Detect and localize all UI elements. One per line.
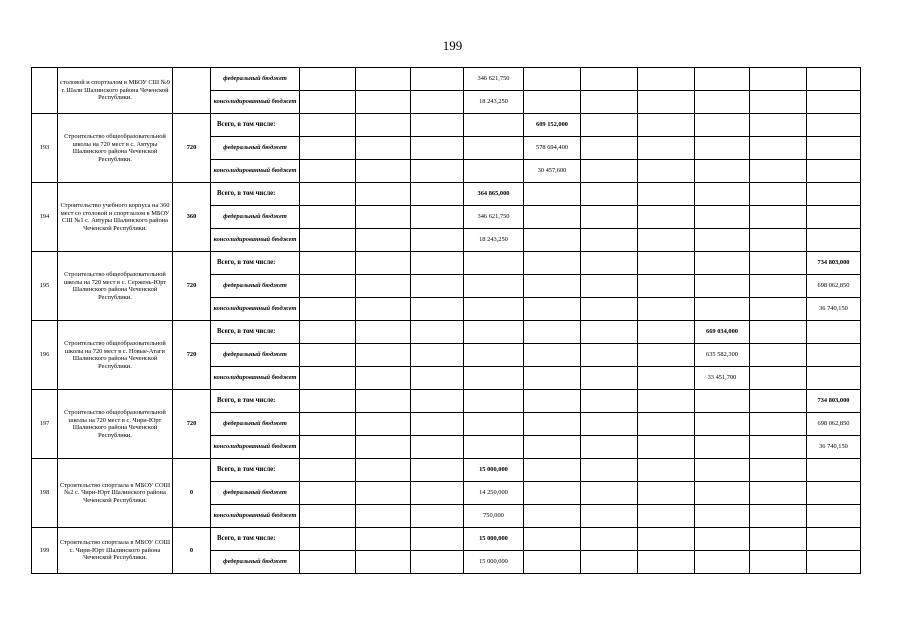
amount-cell: 635 582,300: [695, 344, 750, 367]
empty-cell: [464, 436, 524, 459]
empty-cell: [524, 344, 581, 367]
amount-cell: 346 621,750: [464, 206, 524, 229]
amount-cell: 669 034,000: [695, 321, 750, 344]
amount-cell: 578 694,400: [524, 137, 581, 160]
empty-cell: [581, 367, 638, 390]
table-row: [32, 68, 861, 91]
empty-cell: [411, 482, 464, 505]
empty-cell: [300, 390, 356, 413]
empty-cell: [411, 413, 464, 436]
capacity-cell: 360: [173, 183, 211, 252]
budget-type-cell: консолидированный бюджет: [211, 367, 300, 390]
empty-cell: [524, 275, 581, 298]
empty-cell: [300, 114, 356, 137]
empty-cell: [750, 137, 807, 160]
empty-cell: [581, 275, 638, 298]
empty-cell: [300, 275, 356, 298]
empty-cell: [695, 252, 750, 275]
empty-cell: [411, 252, 464, 275]
empty-cell: [524, 229, 581, 252]
empty-cell: [411, 137, 464, 160]
empty-cell: [411, 344, 464, 367]
project-name-cell: Строительство спортзала в МБОУ СОШ с. Чири-Юрт Шалинского района Чеченской Республики.: [58, 528, 173, 574]
amount-cell: 346 621,750: [464, 68, 524, 91]
empty-cell: [750, 321, 807, 344]
budget-type-cell: Всего, в том числе:: [211, 321, 300, 344]
budget-type-cell: федеральный бюджет: [211, 482, 300, 505]
empty-cell: [464, 344, 524, 367]
empty-cell: [581, 528, 638, 551]
empty-cell: [411, 551, 464, 574]
empty-cell: [750, 528, 807, 551]
table-row: [32, 459, 861, 482]
row-number-cell: [32, 68, 58, 114]
empty-cell: [524, 321, 581, 344]
empty-cell: [807, 183, 861, 206]
budget-type-cell: консолидированный бюджет: [211, 229, 300, 252]
empty-cell: [638, 321, 695, 344]
empty-cell: [464, 298, 524, 321]
empty-cell: [411, 206, 464, 229]
row-number-cell: 193: [32, 114, 58, 183]
table-row: [32, 321, 861, 344]
budget-type-cell: федеральный бюджет: [211, 551, 300, 574]
empty-cell: [300, 298, 356, 321]
empty-cell: [464, 321, 524, 344]
empty-cell: [411, 367, 464, 390]
empty-cell: [581, 344, 638, 367]
empty-cell: [524, 459, 581, 482]
empty-cell: [411, 528, 464, 551]
empty-cell: [411, 275, 464, 298]
empty-cell: [524, 413, 581, 436]
empty-cell: [638, 390, 695, 413]
amount-cell: 18 243,250: [464, 91, 524, 114]
budget-type-cell: федеральный бюджет: [211, 137, 300, 160]
capacity-cell: 0: [173, 459, 211, 528]
capacity-cell: 720: [173, 390, 211, 459]
empty-cell: [695, 229, 750, 252]
empty-cell: [300, 321, 356, 344]
empty-cell: [524, 505, 581, 528]
project-name-cell: столовой и спортзалом в МБОУ СШ №9 г. Шали Шалинского района Чеченской Республики.: [58, 68, 173, 114]
budget-type-cell: консолидированный бюджет: [211, 160, 300, 183]
budget-type-cell: Всего, в том числе:: [211, 114, 300, 137]
empty-cell: [581, 436, 638, 459]
empty-cell: [300, 91, 356, 114]
empty-cell: [356, 252, 411, 275]
empty-cell: [638, 183, 695, 206]
empty-cell: [524, 551, 581, 574]
empty-cell: [638, 252, 695, 275]
empty-cell: [524, 528, 581, 551]
page-number: 199: [442, 38, 463, 53]
empty-cell: [581, 229, 638, 252]
amount-cell: 750,000: [464, 505, 524, 528]
empty-cell: [807, 114, 861, 137]
empty-cell: [638, 413, 695, 436]
empty-cell: [524, 436, 581, 459]
empty-cell: [581, 183, 638, 206]
empty-cell: [638, 528, 695, 551]
empty-cell: [695, 390, 750, 413]
empty-cell: [750, 413, 807, 436]
empty-cell: [750, 298, 807, 321]
empty-cell: [750, 114, 807, 137]
budget-type-cell: федеральный бюджет: [211, 413, 300, 436]
empty-cell: [356, 528, 411, 551]
empty-cell: [356, 551, 411, 574]
empty-cell: [807, 482, 861, 505]
empty-cell: [750, 390, 807, 413]
empty-cell: [300, 482, 356, 505]
amount-cell: 15 000,000: [464, 459, 524, 482]
empty-cell: [750, 482, 807, 505]
empty-cell: [638, 229, 695, 252]
empty-cell: [581, 505, 638, 528]
empty-cell: [695, 183, 750, 206]
empty-cell: [300, 436, 356, 459]
empty-cell: [464, 390, 524, 413]
empty-cell: [300, 160, 356, 183]
empty-cell: [356, 183, 411, 206]
empty-cell: [524, 298, 581, 321]
empty-cell: [524, 91, 581, 114]
empty-cell: [807, 137, 861, 160]
empty-cell: [300, 229, 356, 252]
empty-cell: [411, 183, 464, 206]
empty-cell: [356, 436, 411, 459]
empty-cell: [581, 252, 638, 275]
empty-cell: [581, 137, 638, 160]
budget-type-cell: федеральный бюджет: [211, 68, 300, 91]
empty-cell: [695, 275, 750, 298]
amount-cell: 734 803,000: [807, 390, 861, 413]
empty-cell: [300, 505, 356, 528]
amount-cell: 36 740,150: [807, 436, 861, 459]
empty-cell: [638, 114, 695, 137]
empty-cell: [581, 91, 638, 114]
empty-cell: [750, 344, 807, 367]
empty-cell: [300, 551, 356, 574]
empty-cell: [581, 551, 638, 574]
amount-cell: 14 250,000: [464, 482, 524, 505]
capacity-cell: [173, 68, 211, 114]
empty-cell: [464, 114, 524, 137]
empty-cell: [464, 137, 524, 160]
table-row: [32, 183, 861, 206]
empty-cell: [464, 367, 524, 390]
empty-cell: [411, 68, 464, 91]
empty-cell: [638, 459, 695, 482]
empty-cell: [581, 298, 638, 321]
empty-cell: [411, 91, 464, 114]
empty-cell: [695, 68, 750, 91]
empty-cell: [356, 367, 411, 390]
empty-cell: [581, 68, 638, 91]
empty-cell: [750, 206, 807, 229]
empty-cell: [356, 298, 411, 321]
empty-cell: [750, 91, 807, 114]
empty-cell: [638, 160, 695, 183]
empty-cell: [581, 160, 638, 183]
empty-cell: [356, 91, 411, 114]
budget-type-cell: консолидированный бюджет: [211, 91, 300, 114]
empty-cell: [524, 390, 581, 413]
empty-cell: [411, 459, 464, 482]
budget-type-cell: федеральный бюджет: [211, 344, 300, 367]
empty-cell: [750, 68, 807, 91]
amount-cell: 15 000,000: [464, 528, 524, 551]
empty-cell: [581, 482, 638, 505]
empty-cell: [695, 298, 750, 321]
empty-cell: [750, 252, 807, 275]
empty-cell: [750, 183, 807, 206]
empty-cell: [807, 68, 861, 91]
empty-cell: [356, 229, 411, 252]
empty-cell: [300, 183, 356, 206]
empty-cell: [638, 436, 695, 459]
row-number-cell: 199: [32, 528, 58, 574]
empty-cell: [300, 68, 356, 91]
project-name-cell: Строительство общеобразовательной школы на 720 мест в с. Чири-Юрт Шалинского района Чеченской Республики.: [58, 390, 173, 459]
empty-cell: [411, 436, 464, 459]
empty-cell: [807, 528, 861, 551]
amount-cell: 30 457,600: [524, 160, 581, 183]
amount-cell: 33 451,700: [695, 367, 750, 390]
capacity-cell: 720: [173, 252, 211, 321]
capacity-cell: 0: [173, 528, 211, 574]
empty-cell: [638, 206, 695, 229]
empty-cell: [356, 413, 411, 436]
empty-cell: [807, 229, 861, 252]
budget-type-cell: Всего, в том числе:: [211, 459, 300, 482]
budget-type-cell: Всего, в том числе:: [211, 183, 300, 206]
amount-cell: 698 062,850: [807, 413, 861, 436]
empty-cell: [695, 528, 750, 551]
empty-cell: [581, 321, 638, 344]
empty-cell: [638, 298, 695, 321]
budget-type-cell: федеральный бюджет: [211, 206, 300, 229]
empty-cell: [524, 183, 581, 206]
empty-cell: [581, 114, 638, 137]
empty-cell: [464, 160, 524, 183]
empty-cell: [807, 91, 861, 114]
empty-cell: [300, 252, 356, 275]
budget-type-cell: консолидированный бюджет: [211, 505, 300, 528]
empty-cell: [356, 114, 411, 137]
table-body: [32, 68, 861, 574]
empty-cell: [750, 229, 807, 252]
empty-cell: [524, 252, 581, 275]
budget-type-cell: Всего, в том числе:: [211, 252, 300, 275]
row-number-cell: 197: [32, 390, 58, 459]
empty-cell: [411, 114, 464, 137]
empty-cell: [638, 505, 695, 528]
empty-cell: [356, 344, 411, 367]
empty-cell: [807, 206, 861, 229]
empty-cell: [300, 206, 356, 229]
empty-cell: [356, 482, 411, 505]
project-name-cell: Строительство общеобразовательной школы на 720 мест в с. Новые-Атаги Шалинского района Чеченской Республики.: [58, 321, 173, 390]
table-row: [32, 252, 861, 275]
budget-type-cell: Всего, в том числе:: [211, 528, 300, 551]
project-name-cell: Строительство спортзала в МБОУ СОШ №2 с. Чири-Юрт Шалинского района Чеченской Республики.: [58, 459, 173, 528]
empty-cell: [638, 137, 695, 160]
empty-cell: [695, 91, 750, 114]
row-number-cell: 198: [32, 459, 58, 528]
amount-cell: 609 152,000: [524, 114, 581, 137]
empty-cell: [807, 367, 861, 390]
empty-cell: [750, 275, 807, 298]
empty-cell: [807, 551, 861, 574]
budget-type-cell: Всего, в том числе:: [211, 390, 300, 413]
empty-cell: [356, 390, 411, 413]
empty-cell: [411, 160, 464, 183]
amount-cell: 18 243,250: [464, 229, 524, 252]
empty-cell: [581, 206, 638, 229]
empty-cell: [807, 505, 861, 528]
empty-cell: [750, 551, 807, 574]
empty-cell: [695, 114, 750, 137]
empty-cell: [581, 390, 638, 413]
empty-cell: [638, 91, 695, 114]
empty-cell: [300, 367, 356, 390]
empty-cell: [356, 505, 411, 528]
empty-cell: [581, 459, 638, 482]
empty-cell: [581, 413, 638, 436]
amount-cell: 36 740,150: [807, 298, 861, 321]
empty-cell: [524, 482, 581, 505]
project-name-cell: Строительство общеобразовательной школы на 720 мест в с. Автуры Шалинского района Чеченской Республики.: [58, 114, 173, 183]
empty-cell: [750, 505, 807, 528]
empty-cell: [300, 413, 356, 436]
empty-cell: [695, 482, 750, 505]
empty-cell: [807, 160, 861, 183]
table-row: [32, 114, 861, 137]
amount-cell: 698 062,850: [807, 275, 861, 298]
empty-cell: [356, 160, 411, 183]
empty-cell: [464, 252, 524, 275]
row-number-cell: 196: [32, 321, 58, 390]
empty-cell: [695, 551, 750, 574]
empty-cell: [638, 482, 695, 505]
empty-cell: [750, 459, 807, 482]
budget-type-cell: консолидированный бюджет: [211, 436, 300, 459]
empty-cell: [356, 459, 411, 482]
empty-cell: [807, 344, 861, 367]
empty-cell: [695, 413, 750, 436]
amount-cell: 734 803,000: [807, 252, 861, 275]
budget-type-cell: консолидированный бюджет: [211, 298, 300, 321]
empty-cell: [524, 206, 581, 229]
empty-cell: [695, 160, 750, 183]
capacity-cell: 720: [173, 321, 211, 390]
row-number-cell: 194: [32, 183, 58, 252]
empty-cell: [750, 367, 807, 390]
budget-type-cell: федеральный бюджет: [211, 275, 300, 298]
empty-cell: [356, 68, 411, 91]
empty-cell: [695, 206, 750, 229]
empty-cell: [638, 275, 695, 298]
empty-cell: [464, 275, 524, 298]
empty-cell: [638, 344, 695, 367]
empty-cell: [356, 321, 411, 344]
budget-table: [31, 67, 861, 574]
empty-cell: [411, 390, 464, 413]
empty-cell: [411, 298, 464, 321]
empty-cell: [464, 413, 524, 436]
table-row: [32, 390, 861, 413]
capacity-cell: 720: [173, 114, 211, 183]
row-number-cell: 195: [32, 252, 58, 321]
empty-cell: [524, 68, 581, 91]
empty-cell: [638, 367, 695, 390]
empty-cell: [411, 321, 464, 344]
empty-cell: [356, 137, 411, 160]
table-row: [32, 528, 861, 551]
empty-cell: [695, 137, 750, 160]
empty-cell: [300, 344, 356, 367]
empty-cell: [695, 459, 750, 482]
empty-cell: [807, 321, 861, 344]
amount-cell: 364 865,000: [464, 183, 524, 206]
empty-cell: [300, 459, 356, 482]
empty-cell: [411, 505, 464, 528]
empty-cell: [300, 137, 356, 160]
project-name-cell: Строительство общеобразовательной школы на 720 мест в с. Сержень-Юрт Шалинского района Чеченской Республики.: [58, 252, 173, 321]
empty-cell: [750, 436, 807, 459]
empty-cell: [638, 68, 695, 91]
empty-cell: [638, 551, 695, 574]
amount-cell: 15 000,000: [464, 551, 524, 574]
empty-cell: [300, 528, 356, 551]
empty-cell: [411, 229, 464, 252]
empty-cell: [356, 206, 411, 229]
empty-cell: [695, 505, 750, 528]
empty-cell: [750, 160, 807, 183]
project-name-cell: Строительство учебного корпуса на 360 мест со столовой и спортзалом в МБОУ СШ №1 с. Автуры Шалинского района Чеченской Республики.: [58, 183, 173, 252]
empty-cell: [807, 459, 861, 482]
empty-cell: [695, 436, 750, 459]
empty-cell: [524, 367, 581, 390]
empty-cell: [356, 275, 411, 298]
